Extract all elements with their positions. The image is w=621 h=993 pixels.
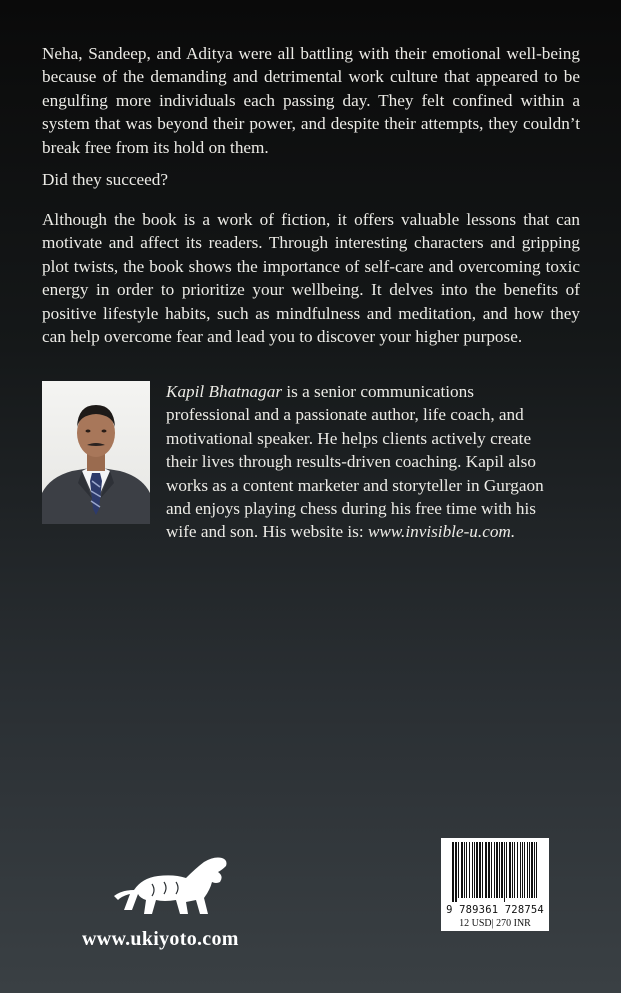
publisher-logo — [112, 854, 230, 920]
barcode-bar — [496, 842, 498, 898]
price-label: 12 USD| 270 INR — [459, 918, 531, 929]
barcode-bar — [482, 842, 483, 898]
publisher-url[interactable]: www.ukiyoto.com — [82, 928, 239, 950]
barcode-bar — [514, 842, 515, 898]
barcode-bar — [524, 842, 525, 898]
tiger-icon — [112, 854, 230, 920]
barcode-bar — [506, 842, 507, 898]
barcode-bar — [464, 842, 465, 898]
barcode-bar — [499, 842, 500, 898]
author-bio-text: is a senior communications professional and a passionate author, life coach, and motivational speaker. He helps clients actively create their lives through results-driven coaching. Kapil also works as a content marketer and storyteller in Gurgaon and enjoys playing chess during his free time with his wife and son. His website is: — [166, 382, 544, 542]
barcode-bars — [450, 842, 540, 902]
barcode-bar — [466, 842, 467, 898]
barcode-bar — [534, 842, 535, 898]
barcode-bar — [527, 842, 528, 898]
barcode-bar — [472, 842, 473, 898]
barcode-bar — [485, 842, 487, 898]
barcode-bar — [501, 842, 503, 898]
barcode-bar — [488, 842, 490, 898]
synopsis-question: Did they succeed? — [42, 170, 168, 189]
barcode-bar — [531, 842, 533, 898]
synopsis-paragraph-3: Although the book is a work of fiction, it offers valuable lessons that can motivate and affect its readers. Through interesting characters and gripping plot twists, the book shows the importance of self-care and overcoming toxic energy in order to prioritize your wellbeing. It delves into the benefits of positive lifestyle habits, such as mindfulness and meditation, and how they can help overcome fear and lead you to discover your higher purpose. — [42, 210, 580, 347]
barcode-bar — [529, 842, 530, 898]
isbn-number: 9 789361 728754 — [446, 904, 544, 916]
author-name: Kapil Bhatnagar — [166, 382, 283, 401]
barcode-bar — [520, 842, 521, 898]
barcode-bar — [479, 842, 481, 898]
barcode-bar — [469, 842, 470, 898]
author-website: www.invisible-u.com. — [367, 522, 516, 542]
barcode-bar — [452, 842, 454, 902]
barcode-bar — [522, 842, 523, 898]
barcode-bar — [455, 842, 457, 902]
author-photo — [42, 381, 150, 524]
barcode-bar — [474, 842, 475, 898]
barcode-bar — [491, 842, 492, 898]
barcode-bar — [458, 842, 459, 898]
barcode-bar — [536, 842, 537, 898]
barcode-bar — [476, 842, 478, 898]
barcode-bar — [504, 842, 505, 902]
synopsis-paragraph-1: Neha, Sandeep, and Aditya were all battling with their emotional well-being because of the demanding and detrimental work culture that appeared to be engulfing more individuals each passing day. They felt confined within a system that was beyond their power, and despite their attempts, they couldn’t break free from its hold on them. — [42, 44, 580, 157]
barcode-bar — [517, 842, 518, 898]
barcode-bar — [512, 842, 513, 898]
barcode-bar — [461, 842, 463, 898]
barcode-bar — [509, 842, 511, 898]
author-portrait-icon — [42, 381, 150, 524]
barcode-bar — [494, 842, 495, 898]
author-bio — [166, 380, 558, 544]
barcode — [441, 838, 549, 931]
